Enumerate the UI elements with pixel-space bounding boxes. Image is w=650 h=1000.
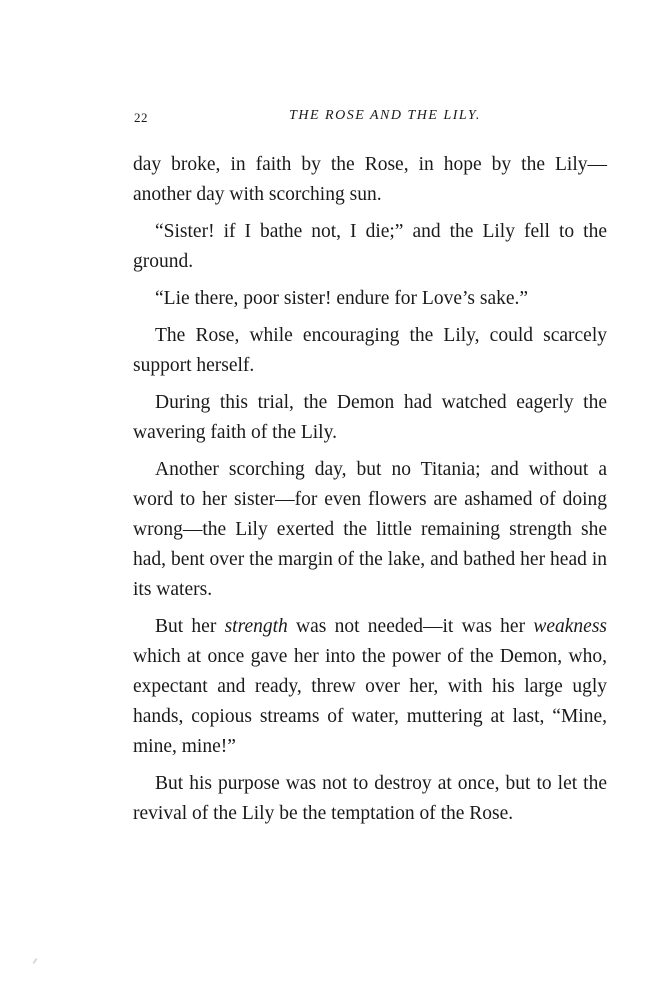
paragraph-1: day broke, in faith by the Rose, in hope by the Lily—another day with scorching sun. [133, 154, 607, 205]
paragraph-8: But his purpose was not to destroy at once, but to let the revival of the Lily be the temptation of the Rose. [133, 773, 607, 824]
paragraph-7-text-2: was not needed—it was her [287, 616, 534, 637]
paragraph-7 [133, 612, 607, 762]
paragraph-7-text-3: which at once gave her into the power of the Demon, who, expectant and ready, threw over her, with his large ugly hands, copious streams of water, muttering at last, “Mine, mine, mine!” [133, 646, 607, 757]
paragraph-5: During this trial, the Demon had watched eagerly the wavering faith of the Lily. [133, 392, 607, 443]
paragraph-4: The Rose, while encouraging the Lily, could scarcely support herself. [133, 325, 607, 376]
paragraph-2: “Sister! if I bathe not, I die;” and the Lily fell to the ground. [133, 221, 607, 272]
paragraph-6: Another scorching day, but no Titania; and without a word to her sister—for even flowers are ashamed of doing wrong—the Lily exerted the little remaining strength she had, bent over the margin of the lake, and bathed her head in its waters. [133, 459, 607, 600]
emphasis-strength: strength [224, 616, 288, 637]
body-text [133, 150, 607, 836]
page-number: 22 [134, 110, 148, 125]
running-title: THE ROSE AND THE LILY. [289, 108, 481, 123]
paper-speck [32, 958, 37, 964]
paragraph-7-text-1: But her [155, 616, 225, 637]
paragraph-3: “Lie there, poor sister! endure for Love’s sake.” [155, 288, 529, 309]
emphasis-weakness: weakness [533, 616, 607, 637]
